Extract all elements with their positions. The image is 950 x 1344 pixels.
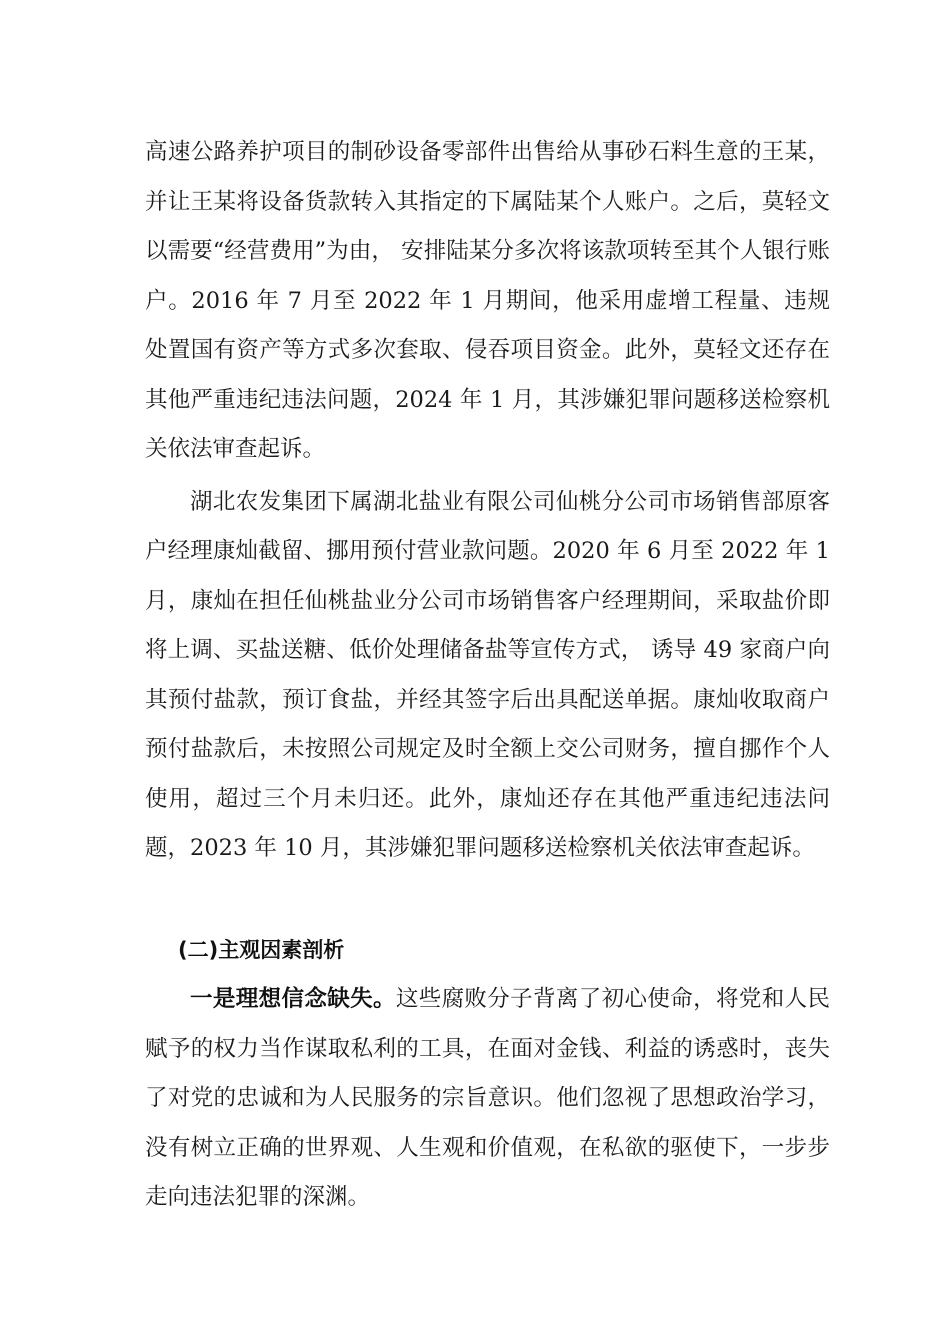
point-one-body: 这些腐败分子背离了初心使命，将党和人民赋予的权力当作谋取私利的工具，在面对金钱、利益的诱惑时，丧失了对党的忠诚和为人民服务的宗旨意识。他们忽视了思想政治学习，没有树立正确的世界观、人生观和价值观，在私欲的驱使下，一步步走向违法犯罪的深渊。 <box>145 986 830 1210</box>
section-heading: (二)主观因素剖析 <box>178 937 345 962</box>
paragraph-kangcan-case: 湖北农发集团下属湖北盐业有限公司仙桃分公司市场销售部原客户经理康灿截留、挪用预付营业款问题。2020 年 6 月至 2022 年 1 月，康灿在担任仙桃盐业分公司市场销售客户经理期间，采取盐价即将上调、买盐送糖、低价处理储备盐等宣传方式， 诱导 49 家商户向其预付盐款，预订食盐，并经其签字后出具配送单据。康灿收取商户预付盐款后，未按照公司规定及时全额上交公司财务，擅自挪作个人使用，超过三个月未归还。此外，康灿还存在其他严重违纪违法问题，2023 年 10 月，其涉嫌犯罪问题移送检察机关依法审查起诉。 <box>145 488 830 861</box>
paragraph-point-one <box>145 975 830 1223</box>
paragraph-continued-case: 高速公路养护项目的制砂设备零部件出售给从事砂石料生意的王某，并让王某将设备货款转入其指定的下属陆某个人账户。之后，莫轻文以需要“经营费用”为由， 安排陆某分多次将该款项转至其个人银行账户。2016 年 7 月至 2022 年 1 月期间，他采用虚增工程量、违规处置国有资产等方式多次套取、侵吞项目资金。此外，莫轻文还存在其他严重违纪违法问题，2024 年 1 月，其涉嫌犯罪问题移送检察机关依法审查起诉。 <box>145 139 830 462</box>
document-body <box>145 128 830 1223</box>
point-one-lead: 一是理想信念缺失。 <box>190 986 396 1012</box>
